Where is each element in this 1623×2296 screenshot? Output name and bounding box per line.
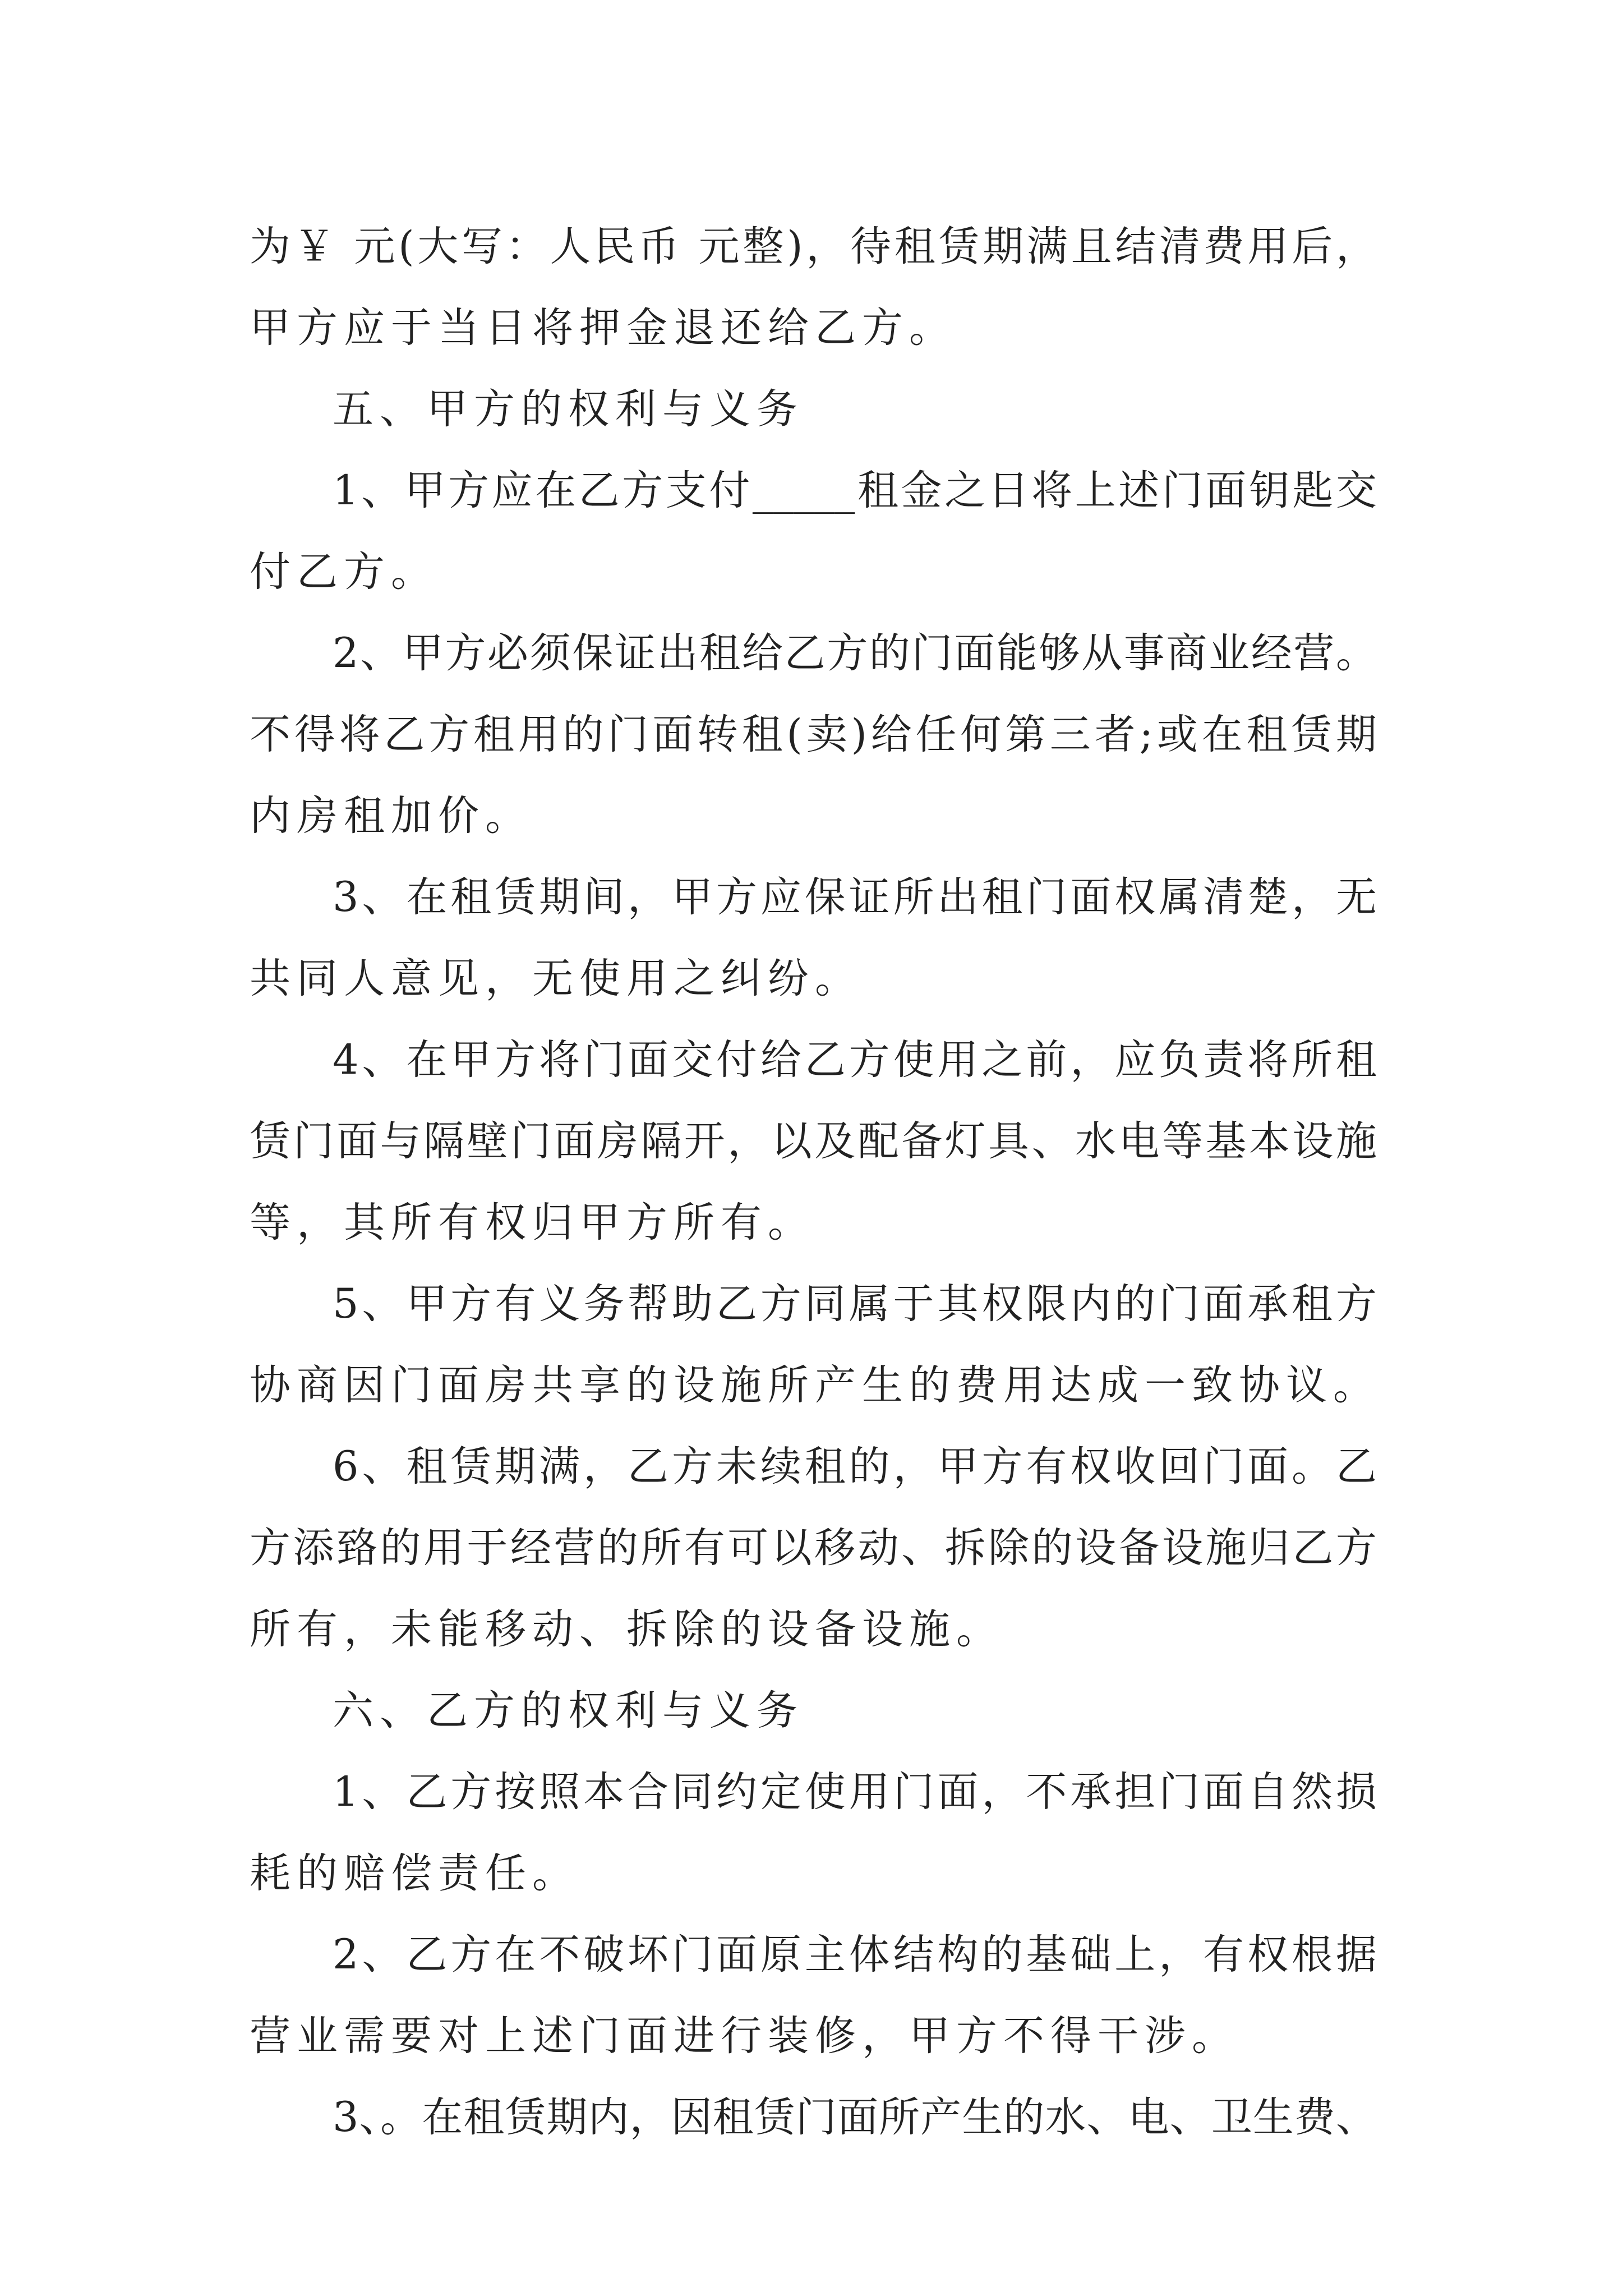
text-line: 为￥ 元(大写：人民币 元整)，待租赁期满且结清费用后， [250, 223, 1377, 270]
text-line: 等，其所有权归甲方所有。 [250, 1199, 815, 1246]
text-line: 协商因门面房共享的设施所产生的费用达成一致协议。 [250, 1361, 1380, 1409]
text-line: 5、甲方有义务帮助乙方同属于其权限内的门面承租方 [333, 1280, 1377, 1328]
text-line: 营业需要对上述门面进行装修，甲方不得干涉。 [250, 2012, 1239, 2060]
text-line: 方添臵的用于经营的所有可以移动、拆除的设备设施归乙方 [250, 1524, 1377, 1572]
text-line: 赁门面与隔壁门面房隔开，以及配备灯具、水电等基本设施 [250, 1117, 1377, 1165]
text-line: 6、租赁期满，乙方未续租的，甲方有权收回门面。乙 [333, 1443, 1377, 1490]
text-line: 1、甲方应在乙方支付_____租金之日将上述门面钥匙交 [333, 467, 1377, 514]
text-line: 4、在甲方将门面交付给乙方使用之前，应负责将所租 [333, 1036, 1377, 1084]
text-line: 3、。在租赁期内，因租赁门面所产生的水、电、卫生费、 [333, 2093, 1377, 2141]
text-line: 耗的赔偿责任。 [250, 1849, 579, 1897]
text-line: 2、甲方必须保证出租给乙方的门面能够从事商业经营。 [333, 629, 1377, 677]
text-line: 共同人意见，无使用之纠纷。 [250, 955, 862, 1002]
section-heading: 六、乙方的权利与义务 [333, 1687, 804, 1734]
text-line: 2、乙方在不破坏门面原主体结构的基础上，有权根据 [333, 1931, 1377, 1978]
text-line: 甲方应于当日将押金退还给乙方。 [250, 304, 956, 352]
text-line: 内房租加价。 [250, 792, 532, 840]
text-line: 不得将乙方租用的门面转租(卖)给任何第三者;或在租赁期 [250, 711, 1377, 758]
section-heading: 五、甲方的权利与义务 [333, 385, 804, 433]
text-line: 3、在租赁期间，甲方应保证所出租门面权属清楚，无 [333, 873, 1377, 921]
text-line: 1、乙方按照本合同约定使用门面，不承担门面自然损 [333, 1768, 1377, 1816]
text-line: 付乙方。 [250, 548, 438, 596]
text-line: 所有，未能移动、拆除的设备设施。 [250, 1605, 1003, 1653]
